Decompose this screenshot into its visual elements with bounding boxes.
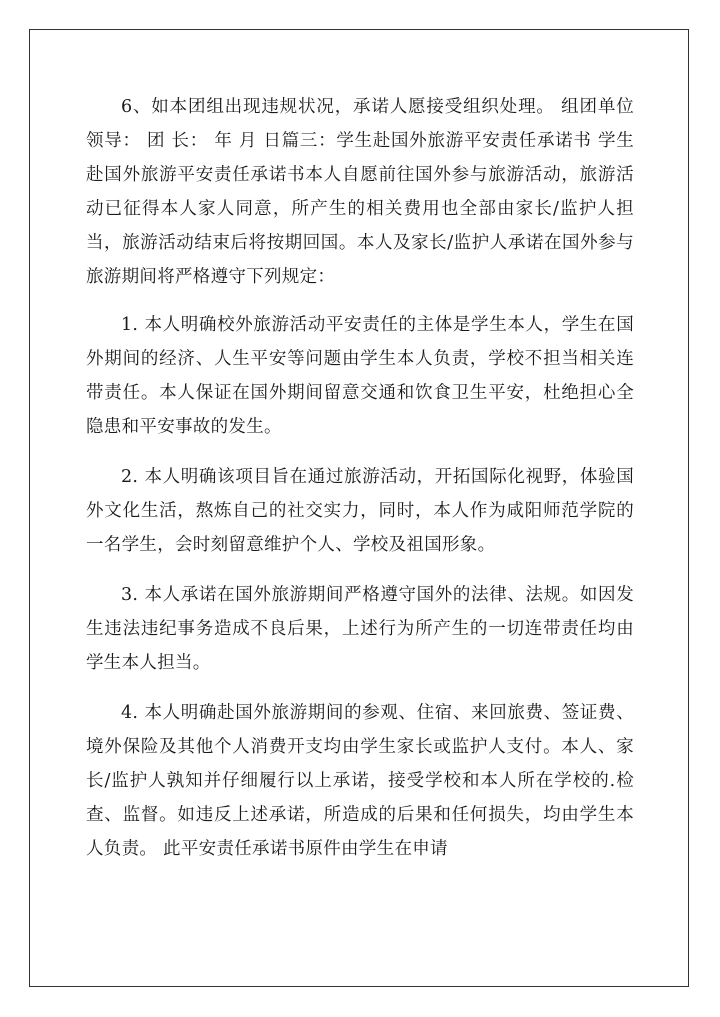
paragraph-1: 6、如本团组出现违规状况，承诺人愿接受组织处理。 组团单位领导： 团 长： 年 月 日篇三：学生赴国外旅游平安责任承诺书 学生赴国外旅游平安责任承诺书本人自愿前往国外参与旅游活动，旅游活动已征得本人家人同意，所产生的相关费用也全部由家长/监护人担当，旅游活动结束后将按期回国。本人及家长/监护人承诺在国外参与旅游期间将严格遵守下列规定： xyxy=(86,97,634,287)
paragraph-3: 2. 本人明确该项目旨在通过旅游活动，开拓国际化视野，体验国外文化生活，熬炼自己的社交实力，同时，本人作为咸阳师范学院的一名学生，会时刻留意维护个人、学校及祖国形象。 xyxy=(86,467,634,555)
paragraph-4: 3. 本人承诺在国外旅游期间严格遵守国外的法律、法规。如因发生违法违纪事务造成不良后果，上述行为所产生的一切连带责任均由学生本人担当。 xyxy=(86,585,634,673)
paragraph-2: 1. 本人明确校外旅游活动平安责任的主体是学生本人，学生在国外期间的经济、人生平安等问题由学生本人负责，学校不担当相关连带责任。本人保证在国外期间留意交通和饮食卫生平安，杜绝担心全隐患和平安事故的发生。 xyxy=(86,315,634,437)
document-body xyxy=(86,90,634,866)
paragraph-5: 4. 本人明确赴国外旅游期间的参观、住宿、来回旅费、签证费、境外保险及其他个人消费开支均由学生家长或监护人支付。本人、家长/监护人孰知并仔细履行以上承诺，接受学校和本人所在学校的.检查、监督。如违反上述承诺，所造成的后果和任何损失，均由学生本人负责。 此平安责任承诺书原件由学生在申请 xyxy=(86,703,634,859)
